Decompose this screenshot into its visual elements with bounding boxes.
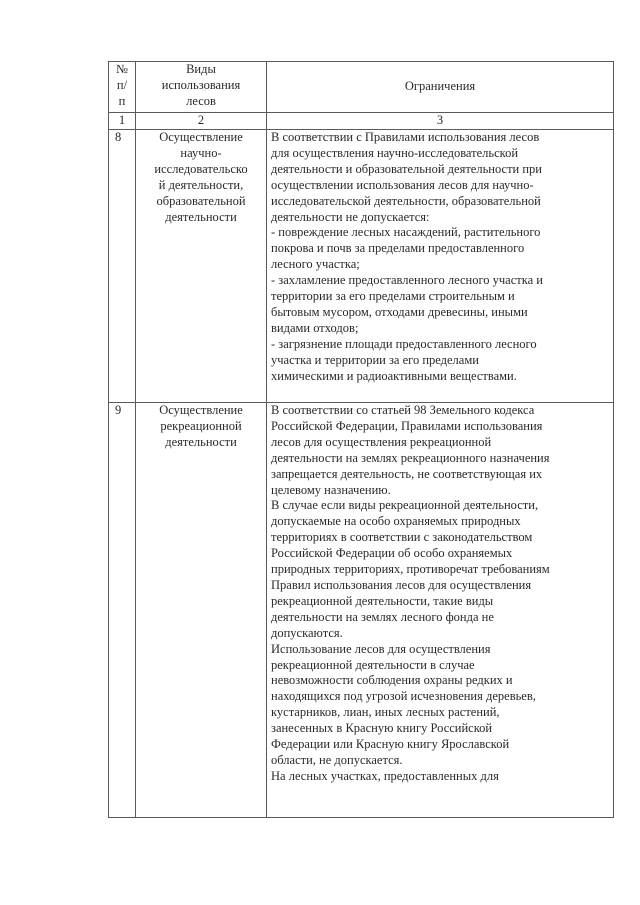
table-row [109, 130, 614, 403]
text-line: невозможности соблюдения охраны редких и [271, 673, 513, 688]
text-line: - захламление предоставленного лесного участка и [271, 273, 543, 288]
text-line: В соответствии с Правилами использования лесов [271, 130, 540, 144]
restrictions-text-cell [267, 130, 614, 403]
header-number [109, 62, 136, 113]
header-number-line: п [118, 93, 126, 108]
header-usage-line: лесов [186, 93, 216, 108]
row-number: 9 [109, 403, 136, 818]
row-number: 8 [109, 130, 136, 403]
text-line: деятельности на землях лесного фонда не [271, 609, 494, 624]
usage-type-cell [136, 130, 267, 403]
usage-type-line: Осуществление [159, 403, 243, 417]
text-line: покрова и почв за пределами предоставленного [271, 241, 525, 256]
text-line: химическими и радиоактивными веществами. [271, 368, 517, 383]
text-line: На лесных участках, предоставленных для [271, 768, 499, 783]
text-line: бытовым мусором, отходами древесины, иными [271, 304, 528, 319]
usage-type-cell [136, 403, 267, 818]
text-line: целевому назначению. [271, 482, 391, 497]
text-line: рекреационной деятельности, такие виды [271, 593, 494, 608]
text-line: области, не допускается. [271, 752, 403, 767]
column-index-row [109, 113, 614, 130]
text-line: Федерации или Красную книгу Ярославской [271, 737, 510, 752]
text-line: В соответствии со статьей 98 Земельного кодекса [271, 403, 535, 417]
usage-type-line: й деятельности, [158, 177, 244, 192]
restrictions-text-cell [267, 403, 614, 818]
text-line: - загрязнение площади предоставленного лесного [271, 336, 537, 351]
text-line: Правил использования лесов для осуществления [271, 577, 532, 592]
header-usage-line: использования [161, 77, 241, 92]
text-line: осуществлении использования лесов для научно- [271, 177, 534, 192]
header-number-line: п/ [116, 77, 128, 92]
text-line: находящихся под угрозой исчезновения деревьев, [271, 689, 536, 704]
text-line: занесенных в Красную книгу Российской [271, 721, 493, 736]
text-line: рекреационной деятельности в случае [271, 657, 475, 672]
text-line: Российской Федерации, Правилами использования [271, 418, 543, 433]
usage-type-line: исследовательско [154, 161, 248, 176]
text-line: - повреждение лесных насаждений, растительного [271, 225, 541, 240]
usage-type-line: научно- [180, 145, 222, 160]
header-usage-types [136, 62, 267, 113]
header-restrictions: Ограничения [267, 62, 614, 113]
text-line: природных территориях, противоречат требованиям [271, 562, 550, 577]
usage-type-line: рекреационной [160, 418, 242, 433]
column-index: 3 [267, 113, 614, 130]
text-line: допускаемые на особо охраняемых природных [271, 514, 521, 529]
table-header-row [109, 62, 614, 113]
table-row [109, 403, 614, 818]
text-line: лесного участка; [271, 257, 360, 272]
text-line: деятельности на землях рекреационного назначения [271, 450, 550, 465]
text-line: Российской Федерации об особо охраняемых [271, 546, 513, 561]
text-line: Использование лесов для осуществления [271, 641, 491, 656]
column-index: 2 [136, 113, 267, 130]
usage-type-line: деятельности [165, 434, 237, 449]
text-line: деятельности не допускается: [271, 209, 430, 224]
text-line: исследовательской деятельности, образовательной [271, 193, 541, 208]
usage-type-line: Осуществление [159, 130, 243, 144]
text-line: лесов для осуществления рекреационной [271, 434, 492, 449]
usage-type-line: деятельности [165, 209, 237, 224]
header-usage-line: Виды [186, 62, 216, 76]
text-line: участка и территории за его пределами [271, 352, 479, 367]
text-line: кустарников, лиан, иных лесных растений, [271, 705, 500, 720]
text-line: запрещается деятельность, не соответствующая их [271, 466, 543, 481]
text-line: для осуществления научно-исследовательской [271, 145, 519, 160]
text-line: видами отходов; [271, 320, 359, 335]
text-line: территории за его пределами строительным и [271, 289, 515, 304]
restrictions-table [108, 61, 614, 818]
usage-type-line: образовательной [156, 193, 246, 208]
text-line: деятельности и образовательной деятельности при [271, 161, 542, 176]
column-index: 1 [109, 113, 136, 130]
header-number-line: № [116, 62, 128, 76]
text-line: В случае если виды рекреационной деятельности, [271, 498, 539, 513]
text-line: допускаются. [271, 625, 343, 640]
text-line: территориях в соответствии с законодательством [271, 530, 533, 545]
